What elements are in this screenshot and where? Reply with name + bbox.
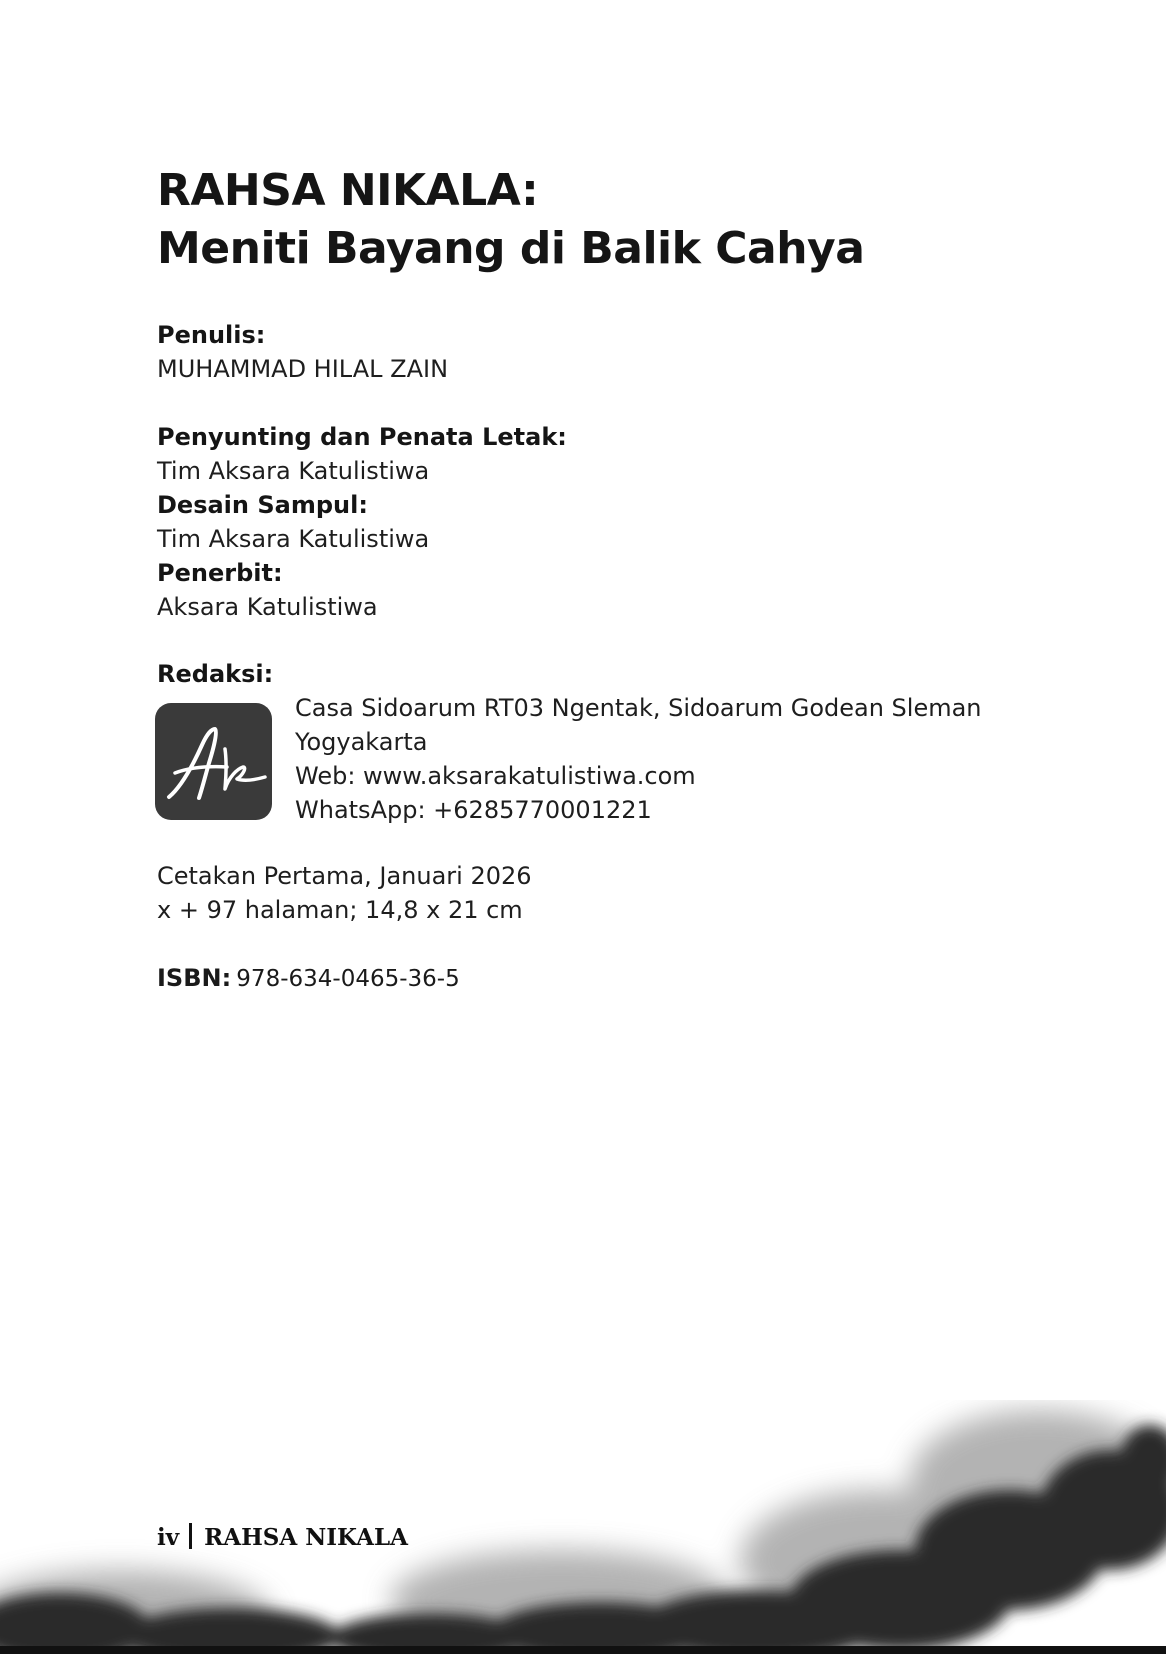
author-label: Penulis: xyxy=(157,321,266,349)
publisher-value: Aksara Katulistiwa xyxy=(157,593,378,621)
redaksi-label: Redaksi: xyxy=(157,660,274,688)
edition-info xyxy=(157,859,532,927)
isbn-value: 978-634-0465-36-5 xyxy=(236,966,460,992)
whatsapp-text: WhatsApp: +6285770001221 xyxy=(295,796,652,824)
isbn-line xyxy=(157,961,460,995)
ak-signature-logo-icon xyxy=(155,703,272,820)
page-footer xyxy=(157,1523,408,1551)
running-title: RAHSA NIKALA xyxy=(204,1524,408,1551)
book-title-line2: Meniti Bayang di Balik Cahya xyxy=(157,223,865,274)
book-title-line1: RAHSA NIKALA: xyxy=(157,165,539,216)
page-number: iv xyxy=(157,1524,180,1551)
cover-design-value: Tim Aksara Katulistiwa xyxy=(157,525,430,553)
footer-divider xyxy=(189,1523,192,1549)
publisher-label: Penerbit: xyxy=(157,559,283,587)
redaksi-heading xyxy=(157,657,273,691)
production-credits xyxy=(157,420,567,624)
cover-design-label: Desain Sampul: xyxy=(157,491,368,519)
editor-label: Penyunting dan Penata Letak: xyxy=(157,423,567,451)
website-text: Web: www.aksarakatulistiwa.com xyxy=(295,762,696,790)
author-value: MUHAMMAD HILAL ZAIN xyxy=(157,355,449,383)
redaksi-address xyxy=(295,691,982,827)
book-title xyxy=(157,162,864,278)
address-line1: Casa Sidoarum RT03 Ngentak, Sidoarum Godean Sleman xyxy=(295,694,982,722)
author-block xyxy=(157,318,448,386)
page-count-size: x + 97 halaman; 14,8 x 21 cm xyxy=(157,896,523,924)
printing-edition: Cetakan Pertama, Januari 2026 xyxy=(157,862,532,890)
address-line2: Yogyakarta xyxy=(295,728,428,756)
isbn-label: ISBN: xyxy=(157,964,232,992)
editor-value: Tim Aksara Katulistiwa xyxy=(157,457,430,485)
